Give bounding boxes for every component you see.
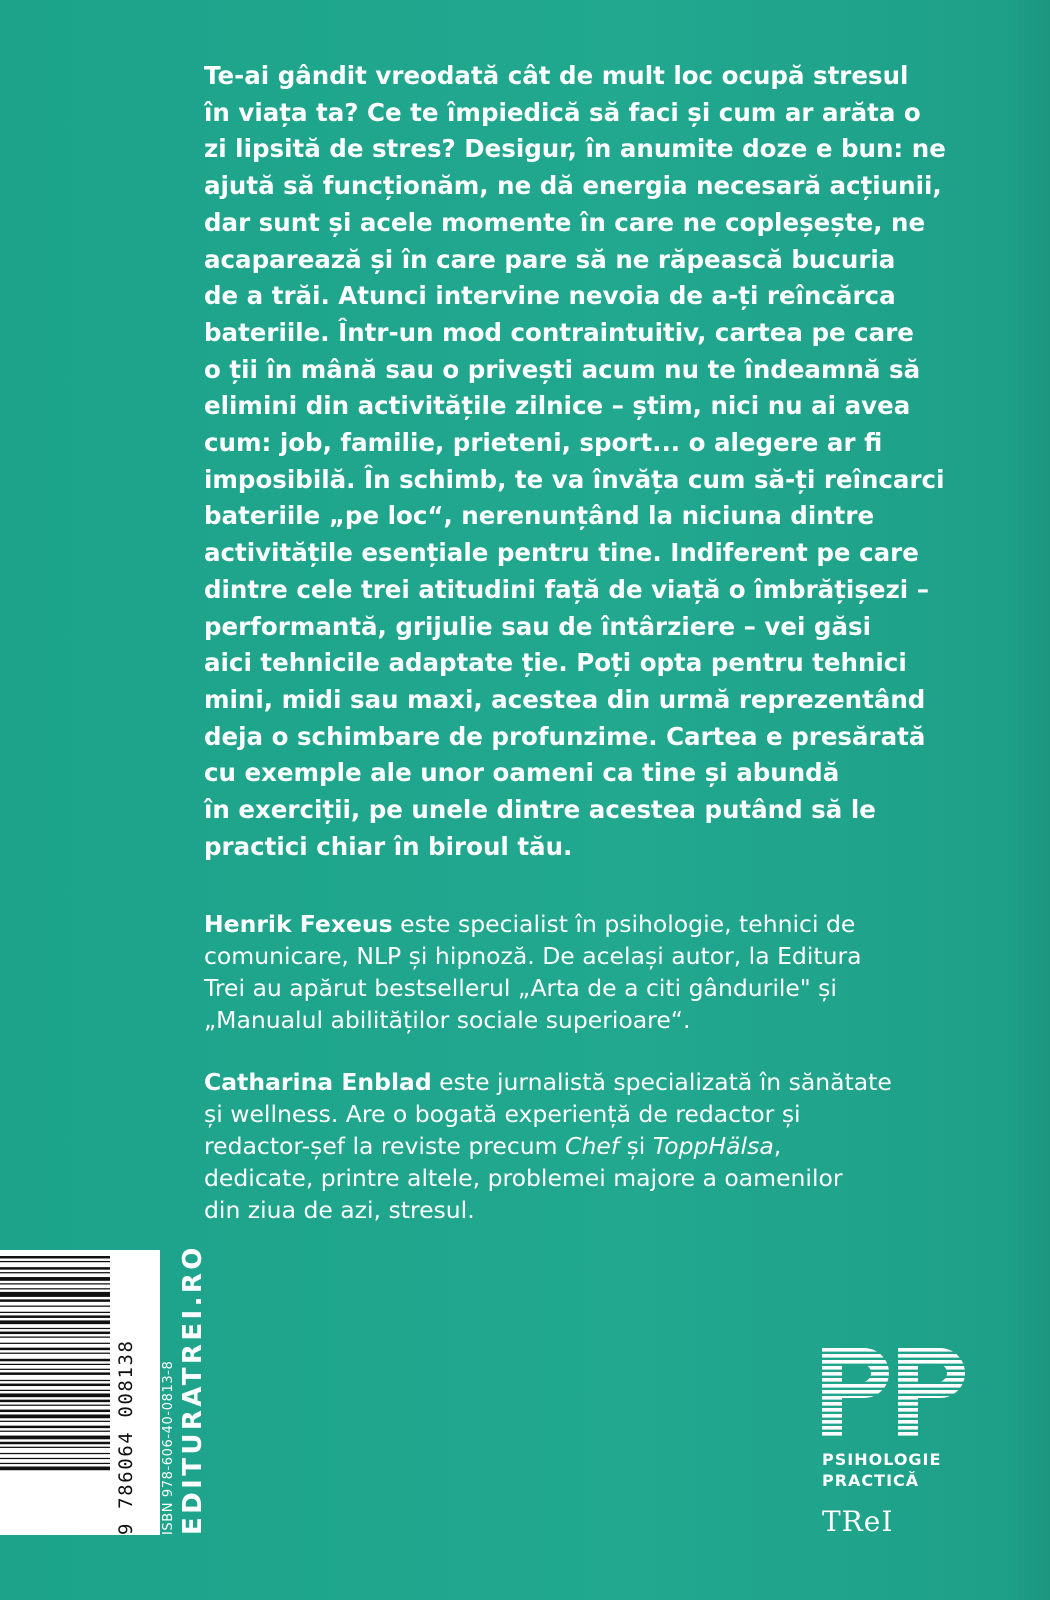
barcode-bar: [0, 1410, 110, 1413]
barcode-bar: [0, 1453, 110, 1454]
barcode-bar: [0, 1359, 110, 1362]
barcode-bar: [0, 1390, 110, 1391]
barcode-bar: [0, 1288, 110, 1289]
bio-line: Catharina Enblad este jurnalistă specializată în sănătate: [204, 1068, 892, 1096]
bio-line: Henrik Fexeus este specialist în psihologie, tehnici de: [204, 910, 856, 938]
barcode-bar: [0, 1292, 110, 1297]
barcode-bar: [0, 1447, 110, 1448]
blurb-line: imposibilă. În schimb, te va învăța cum să-ți reîncarci: [204, 464, 945, 494]
barcode-bar: [0, 1328, 110, 1329]
barcode-bar: [0, 1415, 110, 1419]
barcode-bar: [0, 1458, 110, 1459]
bio-line: și wellness. Are o bogată experiență de redactor și: [204, 1100, 801, 1128]
blurb-text: [204, 58, 994, 865]
blurb-line: activitățile esențiale pentru tine. Indiferent pe care: [204, 538, 919, 568]
barcode-digits: 9 786064 008138: [115, 1339, 137, 1535]
blurb-line: bateriile „pe loc“, nerenunțând la niciuna dintre: [204, 501, 875, 531]
blurb-line: în exerciții, pe unele dintre acestea putând să le: [204, 795, 876, 825]
blurb-line: dintre cele trei atitudini față de viață o îmbrățișezi –: [204, 574, 929, 604]
blurb-line: de a trăi. Atunci intervine nevoia de a-ți reîncărca: [204, 281, 896, 311]
blurb-line: aici tehnicile adaptate ție. Poți opta pentru tehnici: [204, 648, 907, 678]
barcode-bar: [0, 1343, 110, 1344]
blurb-line: dar sunt și acele momente în care ne copleșește, ne: [204, 207, 926, 237]
blurb-line: mini, midi sau maxi, acestea din urmă reprezentând: [204, 684, 926, 714]
barcode-bar: [0, 1337, 110, 1338]
cover-edge-shade: [1006, 0, 1050, 1600]
publisher-website: EDITURATREI.RO: [178, 1244, 208, 1535]
blurb-line: Te-ai gândit vreodată cât de mult loc ocupă stresul: [204, 61, 909, 90]
barcode-bar: [0, 1256, 110, 1259]
isbn-number: ISBN 978-606-40-0813-8: [161, 1360, 176, 1535]
blurb-line: zi lipsită de stres? Desigur, în anumite doze e bun: ne: [204, 134, 946, 164]
publisher-logo: TReI: [822, 1505, 894, 1538]
barcode-bar: [0, 1436, 110, 1440]
bio-line: comunicare, NLP și hipnoză. De același autor, la Editura: [204, 942, 862, 970]
bio-line: redactor-șef la reviste precum Chef și ToppHälsa,: [204, 1132, 782, 1160]
barcode-bar: [0, 1380, 110, 1381]
author-name: Catharina Enblad: [204, 1068, 432, 1096]
barcode-bar: [0, 1315, 110, 1318]
blurb-line: ajută să funcționăm, ne dă energia necesară acțiunii,: [204, 171, 942, 201]
barcode-bar: [0, 1364, 110, 1365]
barcode-bar: [0, 1277, 110, 1281]
barcode-bar: [0, 1400, 110, 1403]
barcode-bar: [0, 1463, 110, 1464]
magazine-title: Chef: [565, 1132, 620, 1160]
barcode-bar: [0, 1421, 110, 1422]
pp-logo-icon: [822, 1348, 974, 1438]
blurb-line: elimini din activitățile zilnice – știm, nici nu ai avea: [204, 391, 911, 421]
bio-line: dedicate, printre altele, problemei majore a oamenilor: [204, 1164, 843, 1192]
barcode-bar: [0, 1353, 110, 1354]
author-bio-fexeus: [204, 908, 994, 1036]
blurb-line: bateriile. Într-un mod contraintuitiv, cartea pe care: [204, 317, 914, 347]
bio-line: Trei au apărut bestsellerul „Arta de a citi gândurile" și: [204, 974, 837, 1002]
barcode-bar: [0, 1431, 110, 1432]
blurb-line: practici chiar în biroul tău.: [204, 831, 573, 861]
blurb-line: o ții în mână sau o privești acum nu te îndeamnă să: [204, 354, 921, 384]
barcode-bar: [0, 1283, 110, 1284]
blurb-line: deja o schimbare de profunzime. Cartea e presărată: [204, 721, 926, 751]
barcode-bar: [0, 1267, 110, 1270]
barcode-bar: [0, 1467, 110, 1471]
bio-line: din ziua de azi, stresul.: [204, 1196, 475, 1224]
blurb-line: performantă, grijulie sau de întârziere – vei găsi: [204, 611, 871, 641]
barcode-bar: [0, 1320, 110, 1324]
series-name: PSIHOLOGIE PRACTICĂ: [822, 1450, 942, 1490]
author-name: Henrik Fexeus: [204, 910, 393, 938]
author-bio-enblad: [204, 1066, 994, 1226]
barcode-bar: [0, 1405, 110, 1406]
barcode-bar: [0, 1348, 110, 1351]
barcode-bar: [0, 1299, 110, 1302]
bio-line: „Manualul abilităților sociale superioare“.: [204, 1006, 691, 1034]
blurb-line: în viața ta? Ce te împiedică să faci și cum ar arăta o: [204, 97, 921, 127]
barcode-bar: [0, 1384, 110, 1387]
barcode-bar: [0, 1261, 110, 1262]
blurb-line: cu exemple ale unor oameni ca tine și abundă: [204, 758, 840, 788]
barcode-bar: [0, 1372, 110, 1375]
blurb-line: acaparează și în care pare să ne răpească bucuria: [204, 244, 896, 274]
barcode-bar: [0, 1312, 110, 1313]
blurb-line: cum: job, familie, prieteni, sport... o alegere ar fi: [204, 428, 883, 458]
barcode-bar: [0, 1442, 110, 1445]
barcode-bar: [0, 1369, 110, 1370]
barcode-bar: [0, 1306, 110, 1307]
magazine-title: ToppHälsa: [652, 1132, 774, 1160]
barcode-bar: [0, 1393, 110, 1397]
barcode-bar: [0, 1272, 110, 1273]
barcode-bar: [0, 1332, 110, 1335]
barcode-bar: [0, 1426, 110, 1429]
